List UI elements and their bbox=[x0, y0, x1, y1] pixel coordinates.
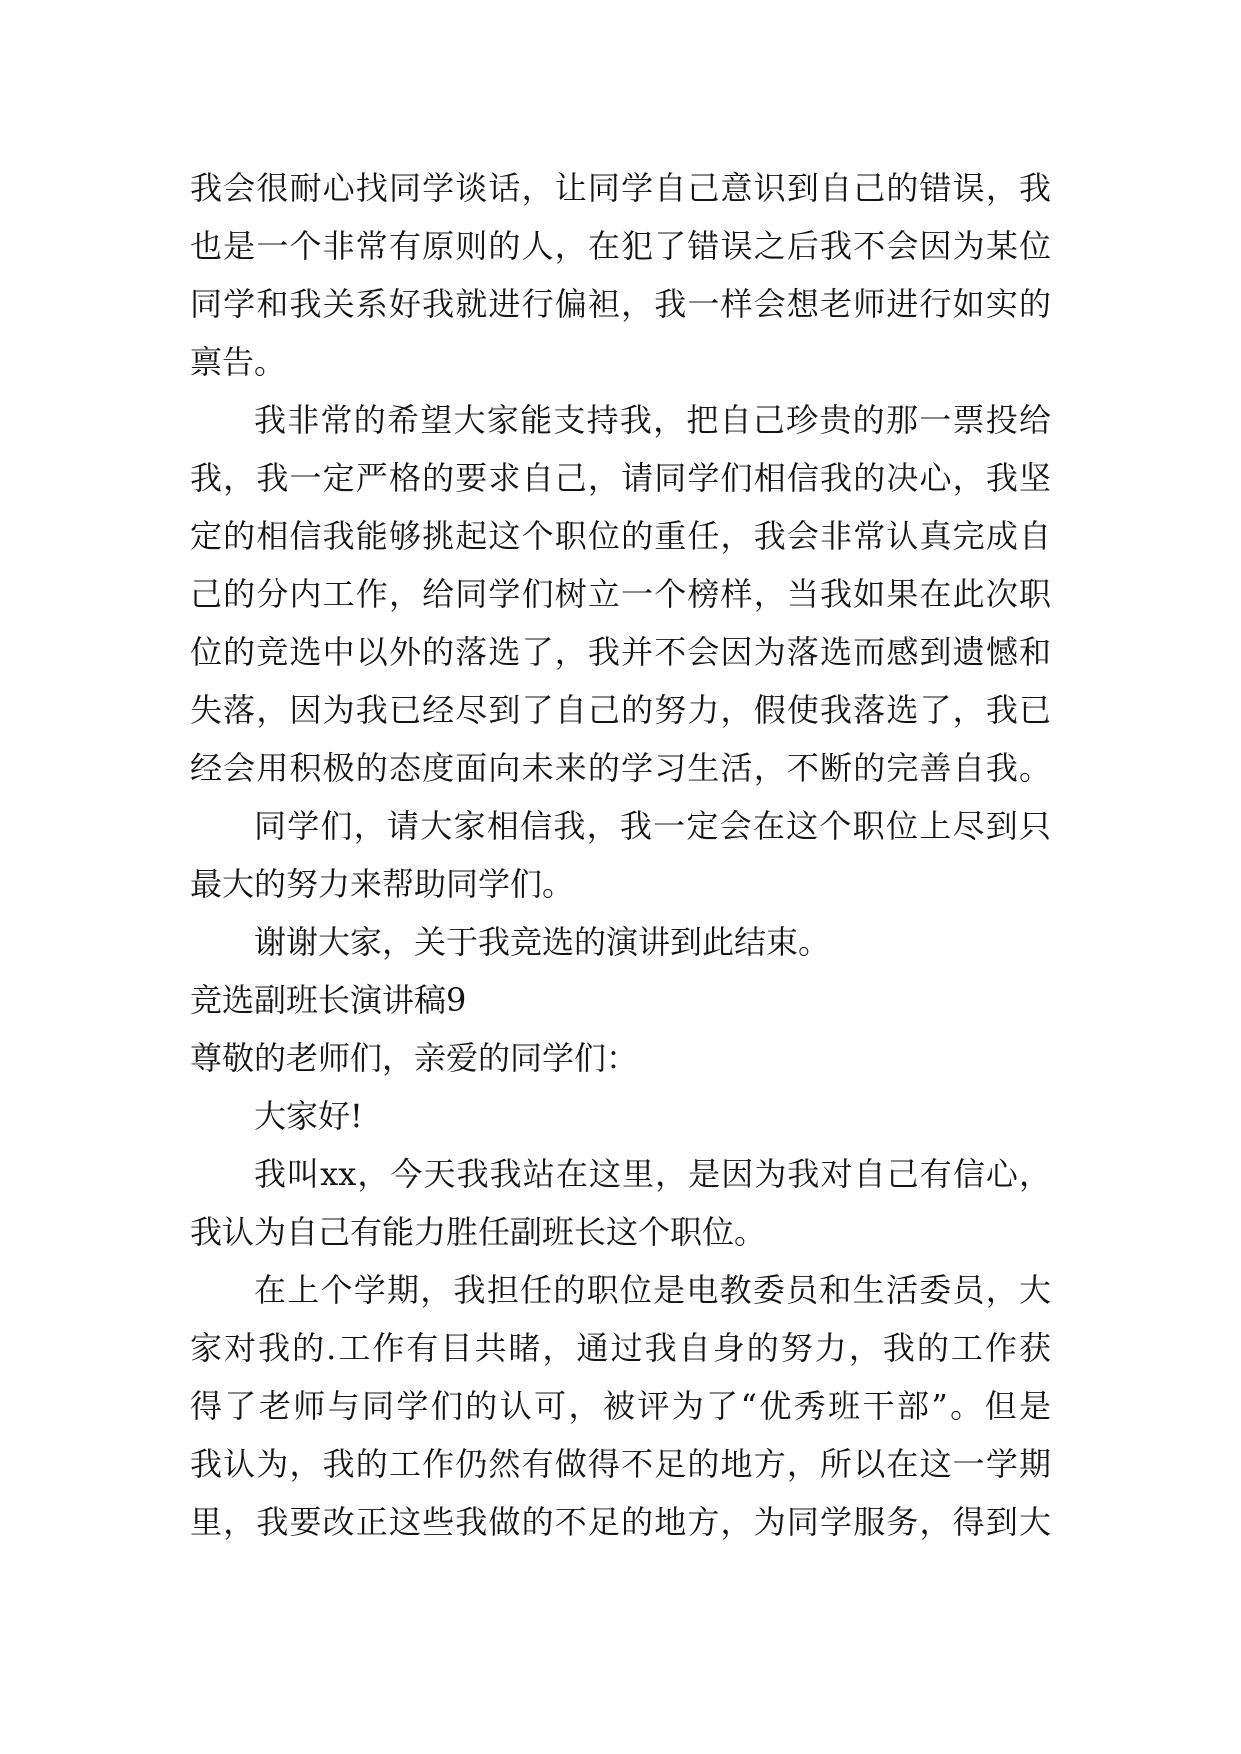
greeting bbox=[190, 1087, 1051, 1145]
body-text-line: 在上个学期，我担任的职位是电教委员和生活委员，大 bbox=[254, 1271, 1051, 1309]
body-text-line: 禀告。 bbox=[190, 343, 287, 381]
body-text-line: 我会很耐心找同学谈话，让同学自己意识到自己的错误，我 bbox=[190, 169, 1051, 207]
body-text-line: 我，我一定严格的要求自己，请同学们相信我的决心，我坚 bbox=[190, 459, 1051, 497]
greeting-text: 大家好! bbox=[254, 1097, 363, 1135]
paragraph bbox=[190, 391, 1051, 797]
body-text-line: 里，我要改正这些我做的不足的地方，为同学服务，得到大 bbox=[190, 1503, 1051, 1541]
paragraph bbox=[190, 913, 1051, 971]
paragraph-continued bbox=[190, 159, 1051, 391]
body-text-line: 同学们，请大家相信我，我一定会在这个职位上尽到只 bbox=[254, 807, 1051, 845]
body-text-line: 得了老师与同学们的认可，被评为了“优秀班干部”。但是 bbox=[190, 1387, 1051, 1425]
body-text-line: 位的竞选中以外的落选了，我并不会因为落选而感到遗憾和 bbox=[190, 633, 1051, 671]
paragraph bbox=[190, 1261, 1051, 1551]
body-text-line: 己的分内工作，给同学们树立一个榜样，当我如果在此次职 bbox=[190, 575, 1051, 613]
body-text-line: 我叫xx，今天我我站在这里，是因为我对自己有信心， bbox=[254, 1155, 1051, 1193]
salutation-text: 尊敬的老师们，亲爱的同学们： bbox=[190, 1039, 639, 1077]
body-text-line: 经会用积极的态度面向未来的学习生活，不断的完善自我。 bbox=[190, 749, 1051, 787]
body-text-line: 我认为，我的工作仍然有做得不足的地方，所以在这一学期 bbox=[190, 1445, 1051, 1483]
body-text-line: 同学和我关系好我就进行偏袒，我一样会想老师进行如实的 bbox=[190, 285, 1051, 323]
body-text-line: 最大的努力来帮助同学们。 bbox=[190, 865, 575, 903]
body-text-line: 定的相信我能够挑起这个职位的重任，我会非常认真完成自 bbox=[190, 517, 1051, 555]
body-text-line: 我认为自己有能力胜任副班长这个职位。 bbox=[190, 1213, 767, 1251]
body-text-line: 失落，因为我已经尽到了自己的努力，假使我落选了，我已 bbox=[190, 691, 1051, 729]
body-text-line: 谢谢大家，关于我竞选的演讲到此结束。 bbox=[254, 923, 831, 961]
document-body bbox=[190, 159, 1051, 1551]
section-heading bbox=[190, 971, 1051, 1029]
paragraph bbox=[190, 1145, 1051, 1261]
body-text-line: 也是一个非常有原则的人，在犯了错误之后我不会因为某位 bbox=[190, 227, 1051, 265]
salutation bbox=[190, 1029, 1051, 1087]
section-heading-text: 竞选副班长演讲稿9 bbox=[190, 981, 467, 1019]
body-text-line: 家对我的.工作有目共睹，通过我自身的努力，我的工作获 bbox=[190, 1329, 1051, 1367]
body-text-line: 我非常的希望大家能支持我，把自己珍贵的那一票投给 bbox=[254, 401, 1051, 439]
paragraph bbox=[190, 797, 1051, 913]
